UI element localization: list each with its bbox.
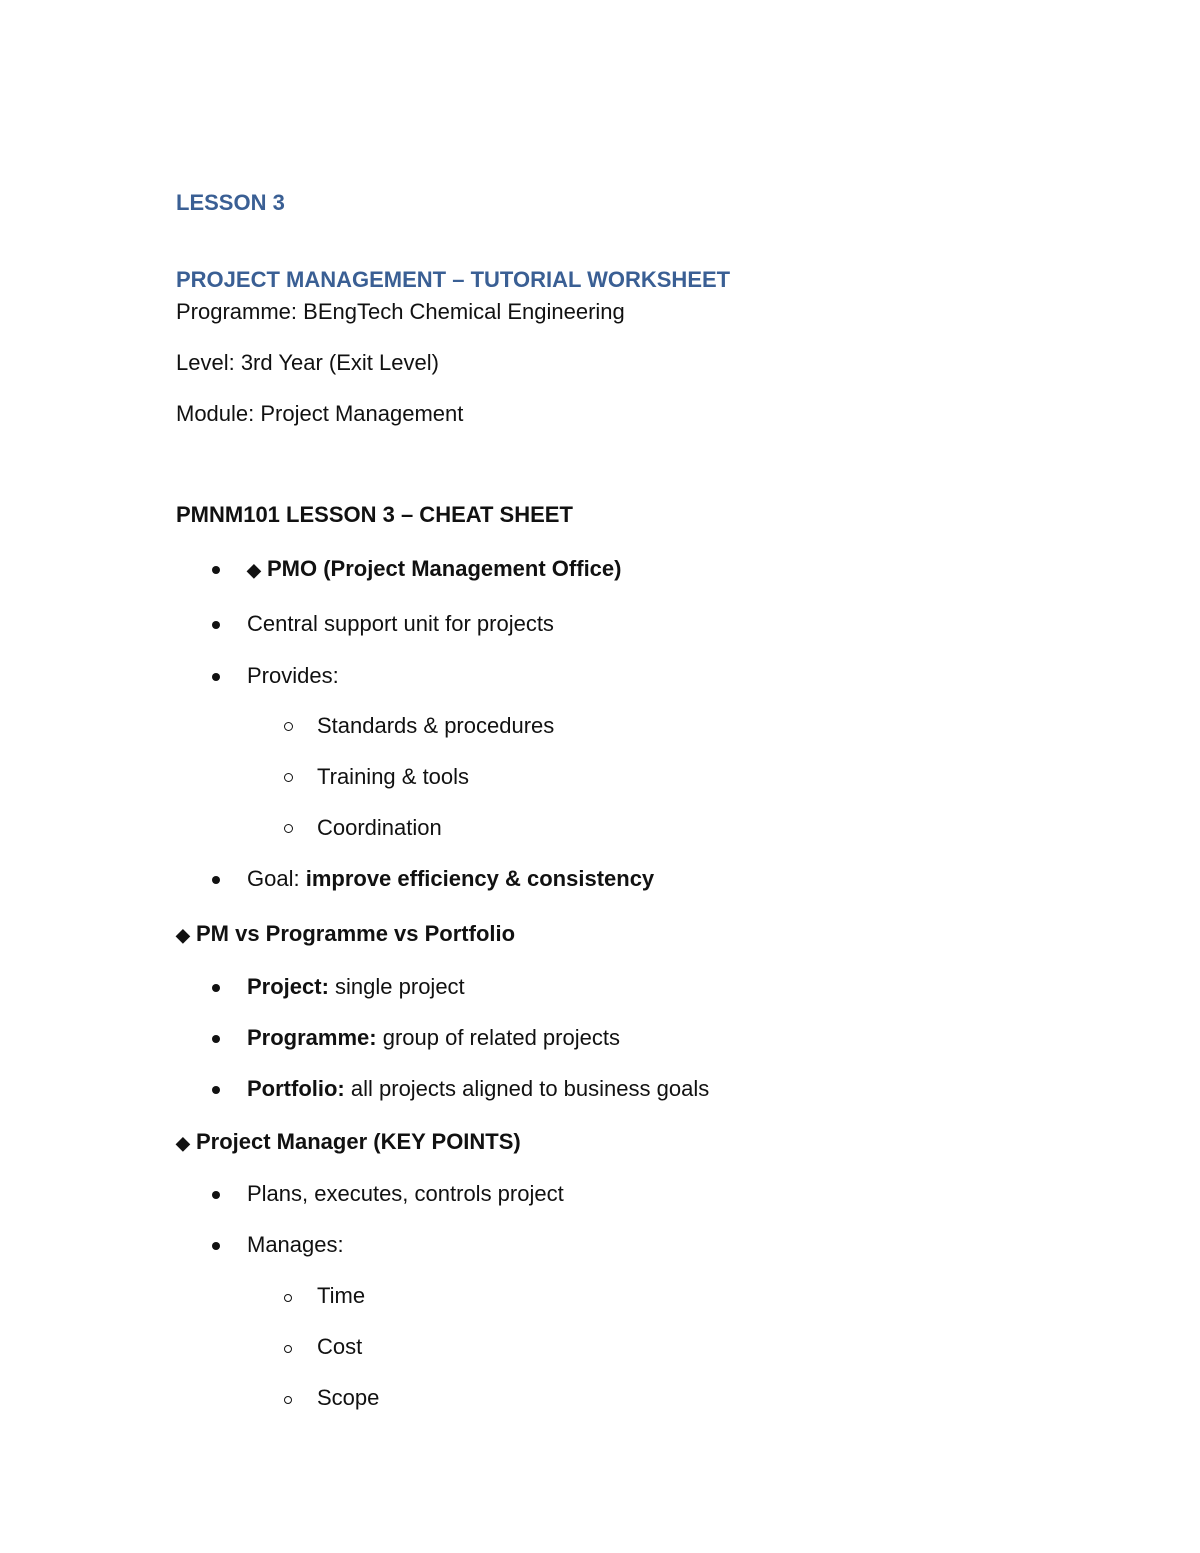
item-label: Programme:: [247, 1025, 377, 1050]
pm-item-plans: Plans, executes, controls project: [247, 1181, 564, 1206]
project-manager-heading-text: Project Manager (KEY POINTS): [195, 1129, 521, 1154]
pmo-sub-training: Training & tools: [317, 764, 470, 789]
circle-bullet-icon: [284, 1345, 292, 1353]
circle-bullet-icon: [284, 1396, 292, 1404]
pmo-heading: [247, 556, 621, 583]
pm-sub-cost: Cost: [317, 1334, 363, 1359]
circle-bullet-icon: [284, 1294, 292, 1302]
diamond-icon: ◆: [176, 1133, 190, 1153]
pm-vs-item-project: [247, 974, 465, 1000]
pm-vs-heading: [176, 921, 515, 948]
item-label: Project:: [247, 974, 329, 999]
pmo-item-provides: Provides:: [247, 663, 339, 688]
pm-item-manages: Manages:: [247, 1232, 344, 1257]
pmo-sub-coordination: Coordination: [317, 815, 442, 840]
diamond-icon: ◆: [176, 925, 190, 945]
pmo-goal: [247, 866, 654, 892]
pmo-sub-standards: Standards & procedures: [317, 713, 555, 738]
pmo-item-central: Central support unit for projects: [247, 611, 554, 636]
lesson-title: LESSON 3: [176, 190, 285, 215]
bullet-icon: [212, 1035, 220, 1043]
pm-vs-item-programme: [247, 1025, 620, 1051]
programme-line: Programme: BEngTech Chemical Engineering: [176, 299, 625, 324]
project-manager-heading: [176, 1129, 521, 1156]
bullet-icon: [212, 621, 220, 629]
item-text: group of related projects: [376, 1025, 620, 1050]
circle-bullet-icon: [284, 824, 293, 833]
pm-vs-item-portfolio: [247, 1076, 709, 1102]
pm-sub-time: Time: [317, 1283, 366, 1308]
item-label: Portfolio:: [247, 1076, 345, 1101]
pm-vs-heading-text: PM vs Programme vs Portfolio: [195, 921, 516, 946]
item-text: all projects aligned to business goals: [344, 1076, 710, 1101]
bullet-icon: [212, 984, 220, 992]
level-line: Level: 3rd Year (Exit Level): [176, 350, 439, 375]
bullet-icon: [212, 1242, 220, 1250]
pm-sub-scope: Scope: [317, 1385, 380, 1410]
item-text: single project: [328, 974, 465, 999]
pmo-goal-label: Goal:: [247, 866, 306, 891]
worksheet-title: PROJECT MANAGEMENT – TUTORIAL WORKSHEET: [176, 267, 731, 292]
pmo-heading-text: PMO (Project Management Office): [266, 556, 622, 581]
module-line: Module: Project Management: [176, 401, 464, 426]
bullet-icon: [212, 876, 220, 884]
bullet-icon: [212, 1191, 220, 1199]
circle-bullet-icon: [284, 773, 293, 782]
bullet-icon: [212, 566, 220, 574]
cheat-sheet-title: PMNM101 LESSON 3 – CHEAT SHEET: [176, 502, 573, 527]
pmo-goal-value: improve efficiency & consistency: [305, 866, 655, 891]
circle-bullet-icon: [284, 722, 293, 731]
bullet-icon: [212, 1086, 220, 1094]
diamond-icon: ◆: [247, 560, 261, 580]
bullet-icon: [212, 673, 220, 681]
